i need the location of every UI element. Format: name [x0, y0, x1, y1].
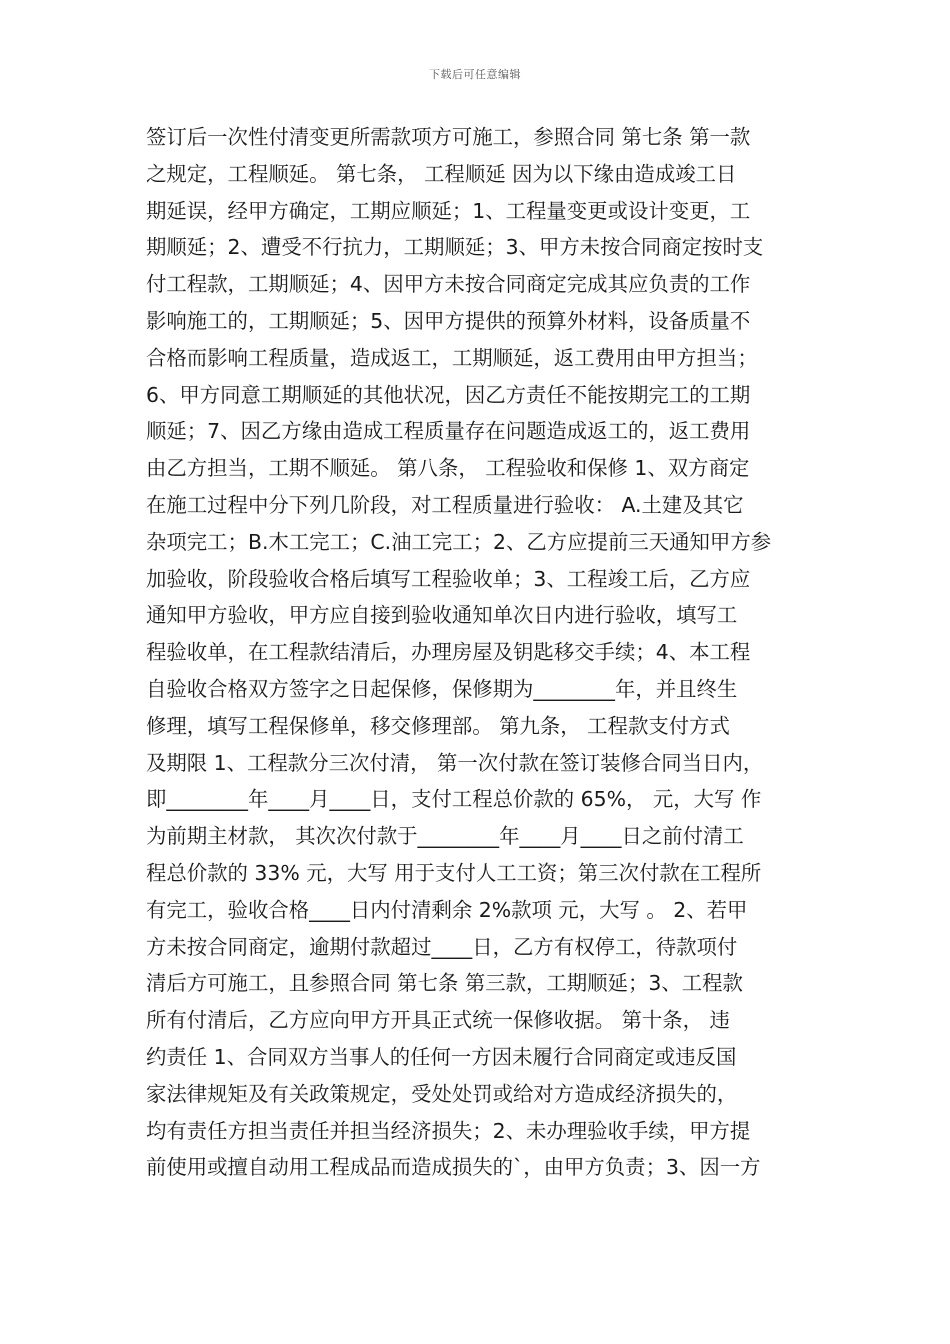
contract-body [146, 119, 814, 1186]
text-line: 加验收，阶段验收合格后填写工程验收单；3、工程竣工后，乙方应 [146, 566, 751, 591]
text-line: 期顺延；2、遭受不行抗力，工期顺延；3、甲方未按合同商定按时支 [146, 235, 764, 260]
text-line: 通知甲方验收，甲方应自接到验收通知单次日内进行验收，填写工 [146, 603, 738, 628]
text-line: 为前期主材款， 其次次付款于________年____月____日之前付清工 [146, 824, 744, 849]
text-line: 程验收单，在工程款结清后，办理房屋及钥匙移交手续；4、本工程 [146, 640, 751, 665]
text-line: 之规定，工程顺延。 第七条， 工程顺延 因为以下缘由造成竣工日 [146, 161, 737, 186]
text-line: 期延误，经甲方确定，工期应顺延；1、工程量变更或设计变更，工 [146, 198, 751, 223]
text-line: 6、甲方同意工期顺延的其他状况，因乙方责任不能按期完工的工期 [146, 382, 751, 407]
text-line: 顺延；7、因乙方缘由造成工程质量存在问题造成返工的，返工费用 [146, 419, 751, 444]
text-line: 付工程款，工期顺延；4、因甲方未按合同商定完成其应负责的工作 [146, 272, 751, 297]
text-line: 影响施工的，工期顺延；5、因甲方提供的预算外材料，设备质量不 [146, 308, 751, 333]
text-line: 合格而影响工程质量，造成返工，工期顺延，返工费用由甲方担当； [146, 345, 758, 370]
text-line: 所有付清后，乙方应向甲方开具正式统一保修收据。 第十条， 违 [146, 1008, 730, 1033]
text-line: 由乙方担当，工期不顺延。 第八条， 工程验收和保修 1、双方商定 [146, 456, 750, 481]
text-line: 均有责任方担当责任并担当经济损失；2、未办理验收手续，甲方提 [146, 1118, 751, 1143]
text-line: 及期限 1、工程款分三次付清， 第一次付款在签订装修合同当日内， [146, 750, 764, 775]
text-line: 有完工，验收合格____日内付清剩余 2%款项 元，大写 。 2、若甲 [146, 897, 748, 922]
text-line: 自验收合格双方签字之日起保修，保修期为________年，并且终生 [146, 676, 738, 701]
page-header: 下载后可任意编辑 [429, 68, 521, 81]
text-line: 杂项完工；B.木工完工；C.油工完工；2、乙方应提前三天通知甲方参 [146, 529, 772, 554]
text-line: 方未按合同商定，逾期付款超过____日，乙方有权停工，待款项付 [146, 934, 738, 959]
text-line: 在施工过程中分下列几阶段，对工程质量进行验收： A.土建及其它 [146, 492, 744, 517]
text-line: 签订后一次性付清变更所需款项方可施工，参照合同 第七条 第一款 [146, 125, 751, 149]
text-line: 程总价款的 33% 元，大写 用于支付人工工资；第三次付款在工程所 [146, 860, 762, 885]
text-line: 即________年____月____日，支付工程总价款的 65%， 元，大写 作 [146, 787, 762, 812]
text-line: 修理，填写工程保修单，移交修理部。 第九条， 工程款支付方式 [146, 713, 730, 738]
text-line: 清后方可施工，且参照合同 第七条 第三款，工期顺延；3、工程款 [146, 971, 743, 996]
text-line: 家法律规矩及有关政策规定，受处处罚或给对方造成经济损失的， [146, 1081, 738, 1106]
text-line: 约责任 1、合同双方当事人的任何一方因未履行合同商定或违反国 [146, 1044, 737, 1069]
text-line: 前使用或擅自动用工程成品而造成损失的`，由甲方负责；3、因一方 [146, 1155, 761, 1180]
